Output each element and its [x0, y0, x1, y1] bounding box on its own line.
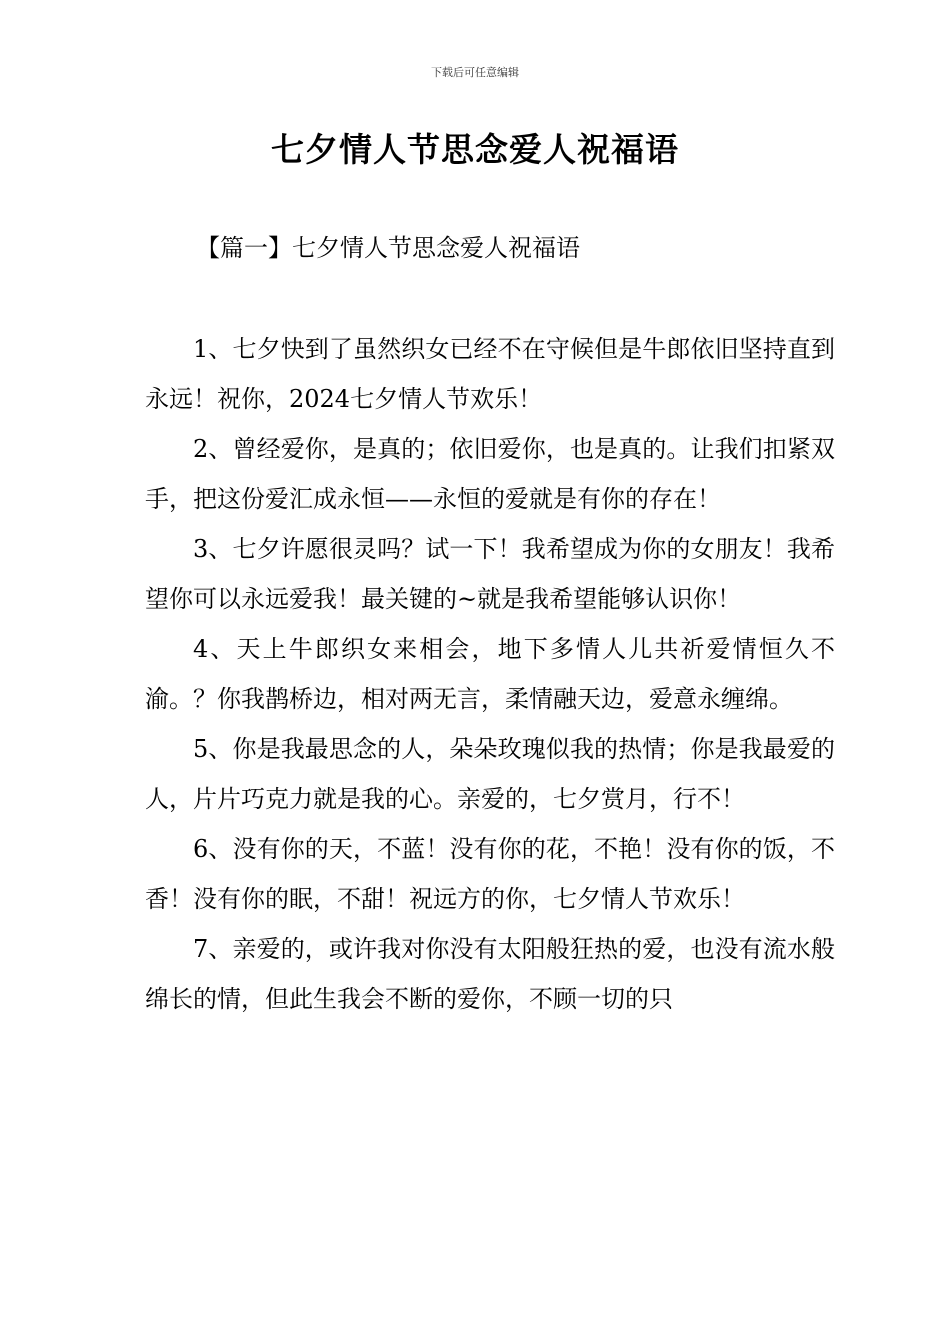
header-note: 下载后可任意编辑	[431, 66, 519, 79]
paragraph-3: 3、七夕许愿很灵吗？试一下！我希望成为你的女朋友！我希望你可以永远爱我！最关键的~就是我希望能够认识你！	[145, 535, 835, 613]
paragraph-2: 2、曾经爱你，是真的；依旧爱你，也是真的。让我们扣紧双手，把这份爱汇成永恒——永恒的爱就是有你的存在！	[145, 435, 835, 513]
document-title: 七夕情人节思念爱人祝福语	[271, 130, 679, 169]
section-heading: 【篇一】七夕情人节思念爱人祝福语	[196, 234, 580, 262]
body-text	[145, 324, 835, 1024]
paragraph-7: 7、亲爱的，或许我对你没有太阳般狂热的爱，也没有流水般绵长的情，但此生我会不断的爱你，不顾一切的只	[145, 935, 835, 1013]
paragraph-4: 4、天上牛郎织女来相会，地下多情人儿共祈爱情恒久不渝。？你我鹊桥边，相对两无言，柔情融天边，爱意永缠绵。	[145, 635, 835, 713]
paragraph-6: 6、没有你的天，不蓝！没有你的花，不艳！没有你的饭，不香！没有你的眠，不甜！祝远方的你，七夕情人节欢乐！	[145, 835, 835, 913]
paragraph-1: 1、七夕快到了虽然织女已经不在守候但是牛郎依旧坚持直到永远！祝你，2024七夕情人节欢乐！	[145, 335, 835, 413]
paragraph-5: 5、你是我最思念的人，朵朵玫瑰似我的热情；你是我最爱的人，片片巧克力就是我的心。亲爱的，七夕赏月，行不！	[145, 735, 835, 813]
